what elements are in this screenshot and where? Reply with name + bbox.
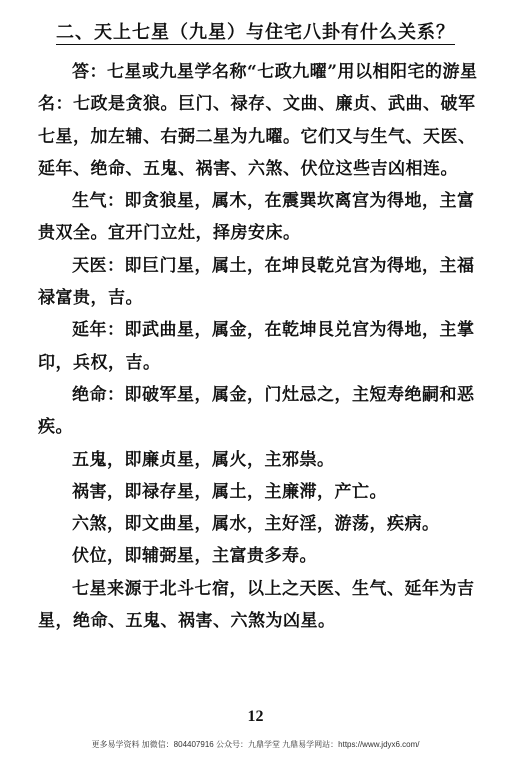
paragraph-huohai: 祸害，即禄存星，属土，主廉滞，产亡。 <box>72 481 387 502</box>
paragraph-fuwei: 伏位，即辅弼星，主富贵多寿。 <box>72 546 317 567</box>
section-title-text: 二、天上七星（九星）与住宅八卦有什么关系？ <box>56 22 455 43</box>
paragraph-conclusion: 七星来源于北斗七宿，以上之天医、生气、延年为吉星，绝命、五鬼、祸害、六煞为凶星。 <box>38 578 475 632</box>
footer-watermark: 更多易学资料 加微信：804407916 公众号：九鼎学堂 九鼎易学网站：https://www.jdyx6.com/ <box>91 740 420 749</box>
paragraph-jueming: 绝命：即破军星，属金，门灶忌之，主短寿绝嗣和恶疾。 <box>38 384 475 438</box>
paragraph-liusha: 六煞，即文曲星，属水，主好淫，游荡，疾病。 <box>72 514 440 535</box>
section-title <box>0 18 511 44</box>
paragraph-shengqi: 生气：即贪狼星，属木，在震巽坎离宫为得地，主富贵双全。宜开门立灶，择房安床。 <box>38 191 475 244</box>
body-text <box>38 56 478 637</box>
paragraph-tianyi: 天医：即巨门星，属土，在坤艮乾兑宫为得地，主福禄富贵，吉。 <box>38 255 475 309</box>
paragraph-wugui: 五鬼，即廉贞星，属火，主邪祟。 <box>72 449 335 470</box>
paragraph-yannian: 延年：即武曲星，属金，在乾坤艮兑宫为得地，主掌印，兵权，吉。 <box>38 320 475 373</box>
page-number: 12 <box>247 708 264 725</box>
paragraph-answer: 答：七星或九星学名称“七政九曜”用以相阳宅的游星名：七政是贪狼。巨门、禄存、文曲、廉贞、武曲、破军七星，加左辅、右弼二星为九曜。它们又与生气、天医、延年、绝命、五鬼、祸害、六煞、伏位这些吉凶相连。 <box>38 62 478 179</box>
